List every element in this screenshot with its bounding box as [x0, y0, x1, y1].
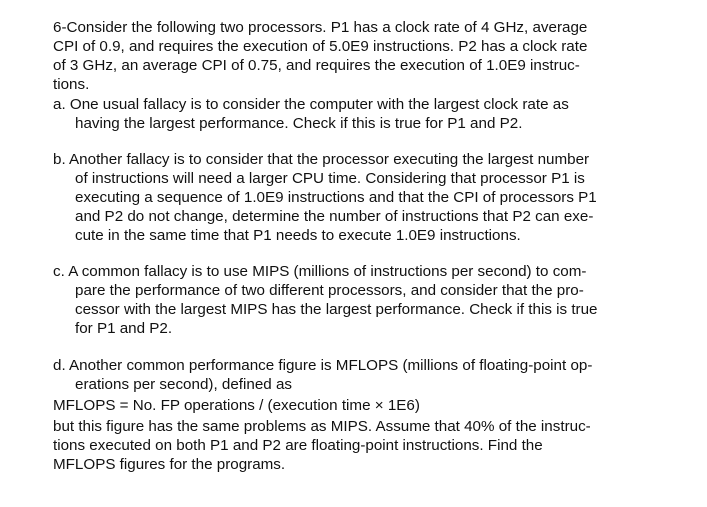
intro-line-4: tions. [53, 76, 90, 93]
part-d-line-4: but this figure has the same problems as MIPS. Assume that 40% of the instruc- [53, 418, 591, 435]
part-c-line-3: cessor with the largest MIPS has the largest performance. Check if this is true [75, 301, 598, 318]
part-b-line-5: cute in the same time that P1 needs to execute 1.0E9 instructions. [75, 227, 521, 244]
part-c-line-4: for P1 and P2. [75, 320, 173, 337]
intro-line-1: 6-Consider the following two processors. P1 has a clock rate of 4 GHz, average [53, 19, 588, 36]
part-b-line-3: executing a sequence of 1.0E9 instructions and that the CPI of processors P1 [75, 189, 597, 206]
intro-line-3: of 3 GHz, an average CPI of 0.75, and requires the execution of 1.0E9 instruc- [53, 57, 580, 74]
part-a-line-1: a. One usual fallacy is to consider the computer with the largest clock rate as [53, 96, 569, 113]
part-c-line-2: pare the performance of two different processors, and consider that the pro- [75, 282, 584, 299]
part-d-line-2: erations per second), defined as [75, 376, 292, 393]
part-b-line-4: and P2 do not change, determine the number of instructions that P2 can exe- [75, 208, 594, 225]
part-c-line-1: c. A common fallacy is to use MIPS (millions of instructions per second) to com- [53, 263, 587, 280]
part-d-line-6: MFLOPS figures for the programs. [53, 456, 286, 473]
part-a-line-2: having the largest performance. Check if this is true for P1 and P2. [75, 115, 523, 132]
mflops-formula: MFLOPS = No. FP operations / (execution time × 1E6) [53, 397, 420, 414]
part-b-line-1: b. Another fallacy is to consider that the processor executing the largest number [53, 151, 590, 168]
part-b-line-2: of instructions will need a larger CPU time. Considering that processor P1 is [75, 170, 585, 187]
intro-line-2: CPI of 0.9, and requires the execution of 5.0E9 instructions. P2 has a clock rate [53, 38, 588, 55]
part-d-line-1: d. Another common performance figure is MFLOPS (millions of floating-point op- [53, 357, 593, 374]
part-d-line-5: tions executed on both P1 and P2 are floating-point instructions. Find the [53, 437, 543, 454]
